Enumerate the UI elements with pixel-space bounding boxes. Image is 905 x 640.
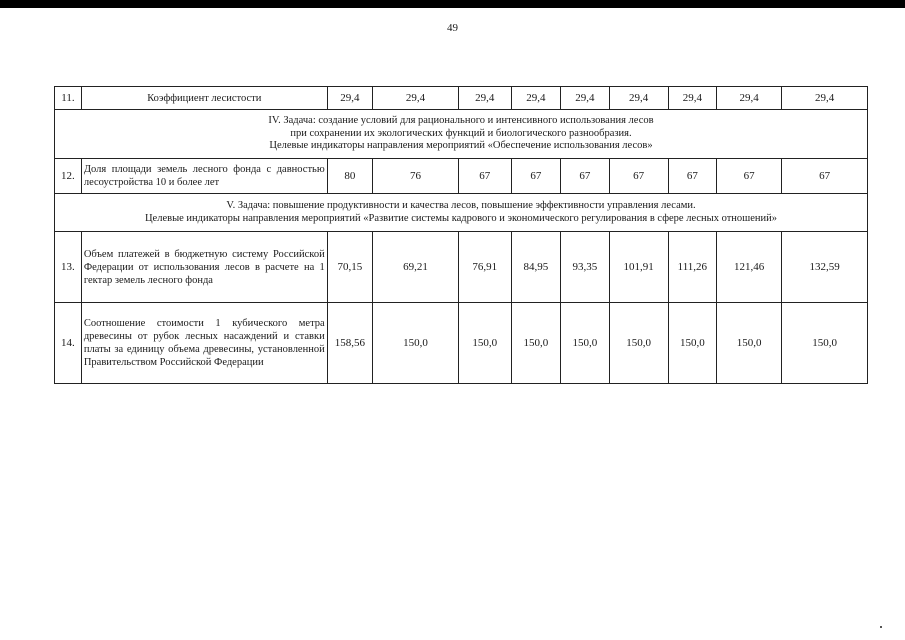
section-line: Целевые индикаторы направления мероприятий «Развитие системы кадрового и экономического регулирования в сфере лесных отношений» bbox=[144, 212, 778, 224]
value-cell: 150,0 bbox=[782, 303, 868, 384]
indicator-name: Доля площади земель лесного фонда с давностью лесоустройства 10 и более лет bbox=[81, 159, 327, 194]
value-cell: 29,4 bbox=[782, 87, 868, 110]
value-cell: 150,0 bbox=[668, 303, 717, 384]
value-cell: 29,4 bbox=[373, 87, 459, 110]
value-cell: 150,0 bbox=[511, 303, 561, 384]
value-cell: 67 bbox=[458, 159, 511, 194]
value-cell: 150,0 bbox=[561, 303, 610, 384]
value-cell: 29,4 bbox=[511, 87, 561, 110]
value-cell: 29,4 bbox=[609, 87, 668, 110]
value-cell: 29,4 bbox=[561, 87, 610, 110]
table-row bbox=[55, 159, 868, 194]
value-cell: 76 bbox=[373, 159, 459, 194]
value-cell: 158,56 bbox=[327, 303, 372, 384]
value-cell: 67 bbox=[782, 159, 868, 194]
table-row bbox=[55, 232, 868, 303]
value-cell: 29,4 bbox=[327, 87, 372, 110]
page-number: 49 bbox=[447, 22, 458, 34]
value-cell: 84,95 bbox=[511, 232, 561, 303]
section-line: V. Задача: повышение продуктивности и качества лесов, повышение эффективности управления лесами. bbox=[226, 200, 696, 211]
section-header-row bbox=[55, 194, 868, 232]
value-cell: 121,46 bbox=[717, 232, 782, 303]
value-cell: 67 bbox=[511, 159, 561, 194]
value-cell: 67 bbox=[609, 159, 668, 194]
value-cell: 67 bbox=[717, 159, 782, 194]
row-number: 12. bbox=[55, 159, 82, 194]
value-cell: 132,59 bbox=[782, 232, 868, 303]
value-cell: 29,4 bbox=[458, 87, 511, 110]
table-row bbox=[55, 303, 868, 384]
value-cell: 150,0 bbox=[717, 303, 782, 384]
section-header bbox=[55, 194, 868, 232]
scan-speck bbox=[880, 626, 882, 628]
value-cell: 29,4 bbox=[717, 87, 782, 110]
value-cell: 150,0 bbox=[458, 303, 511, 384]
value-cell: 111,26 bbox=[668, 232, 717, 303]
value-cell: 150,0 bbox=[609, 303, 668, 384]
indicator-name: Соотношение стоимости 1 кубического метра древесины от рубок лесных насаждений и ставки платы за единицу объема древесины, установленной Правительством Российской Федерации bbox=[81, 303, 327, 384]
value-cell: 93,35 bbox=[561, 232, 610, 303]
value-cell: 80 bbox=[327, 159, 372, 194]
value-cell: 150,0 bbox=[373, 303, 459, 384]
value-cell: 69,21 bbox=[373, 232, 459, 303]
section-header bbox=[55, 110, 868, 159]
indicator-name: Коэффициент лесистости bbox=[81, 87, 327, 110]
value-cell: 101,91 bbox=[609, 232, 668, 303]
page-top-border bbox=[0, 0, 905, 8]
row-number: 11. bbox=[55, 87, 82, 110]
indicator-name: Объем платежей в бюджетную систему Российской Федерации от использования лесов в расчете на 1 гектар земель лесного фонда bbox=[81, 232, 327, 303]
value-cell: 67 bbox=[561, 159, 610, 194]
section-header-row bbox=[55, 110, 868, 159]
section-line: при сохранении их экологических функций и биологического разнообразия. bbox=[290, 127, 632, 139]
row-number: 13. bbox=[55, 232, 82, 303]
value-cell: 76,91 bbox=[458, 232, 511, 303]
section-line: Целевые индикаторы направления мероприятий «Обеспечение использования лесов» bbox=[269, 140, 653, 152]
indicators-table bbox=[54, 86, 868, 384]
value-cell: 29,4 bbox=[668, 87, 717, 110]
section-line: IV. Задача: создание условий для рационального и интенсивного использования лесов bbox=[268, 115, 654, 127]
value-cell: 67 bbox=[668, 159, 717, 194]
row-number: 14. bbox=[55, 303, 82, 384]
table-row bbox=[55, 87, 868, 110]
value-cell: 70,15 bbox=[327, 232, 372, 303]
